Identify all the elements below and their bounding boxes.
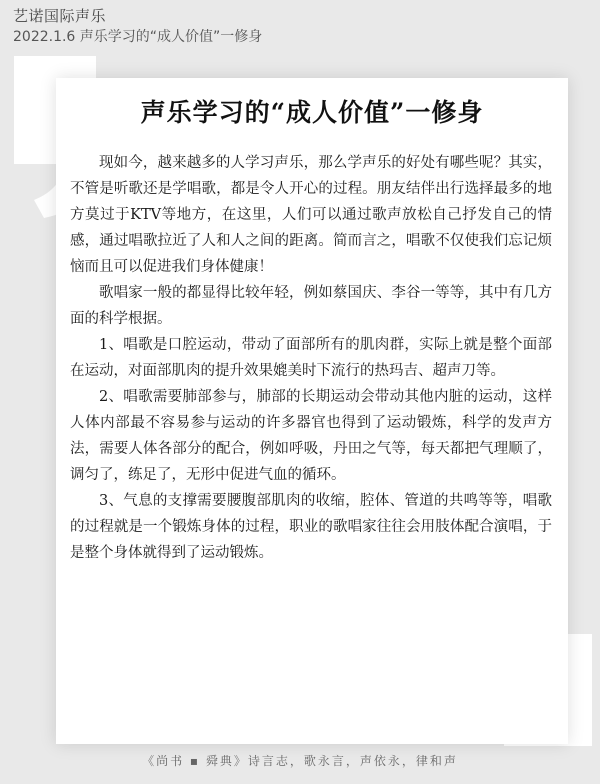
post-subtitle: 2022.1.6 声乐学习的“成人价值”一修身 — [13, 29, 263, 45]
article-title: 声乐学习的“成人价值”一修身 — [140, 98, 484, 127]
paragraph: 1、唱歌是口腔运动，带动了面部所有的肌肉群，实际上就是整个面部在运动，对面部肌肉的提升效果媲美时下流行的热玛吉、超声刀等。 — [70, 337, 552, 379]
brand-name: 艺诺国际声乐 — [13, 7, 107, 25]
footer-quote: 《尚书 ▪ 舜典》诗言志，歌永言，声依永，律和声 — [142, 754, 458, 768]
paragraph: 2、唱歌需要肺部参与，肺部的长期运动会带动其他内脏的运动，这样人体内部最不容易参与运动的许多器官也得到了运动锻炼，科学的发声方法，需要人体各部分的配合，例如呼吸，丹田之气等，每天都把气理顺了，调匀了，练足了，无形中促进气血的循环。 — [70, 389, 552, 483]
header — [13, 6, 262, 48]
paragraph: 3、气息的支撑需要腰腹部肌肉的收缩，腔体、管道的共鸣等等，唱歌的过程就是一个锻炼身体的过程，职业的歌唱家往往会用肢体配合演唱，于是整个身体就得到了运动锻炼。 — [70, 493, 552, 561]
paragraph: 歌唱家一般的都显得比较年轻，例如蔡国庆、李谷一等等，其中有几方面的科学根据。 — [70, 285, 552, 327]
article-card — [56, 78, 568, 744]
paragraph: 现如今，越来越多的人学习声乐，那么学声乐的好处有哪些呢？其实，不管是听歌还是学唱歌，都是令人开心的过程。朋友结伴出行选择最多的地方莫过于KTV等地方，在这里，人们可以通过歌声放松自己抒发自己的情感，通过唱歌拉近了人和人之间的距离。简而言之，唱歌不仅使我们忘记烦恼而且可以促进我们身体健康！ — [70, 155, 552, 275]
article-body — [70, 150, 552, 566]
